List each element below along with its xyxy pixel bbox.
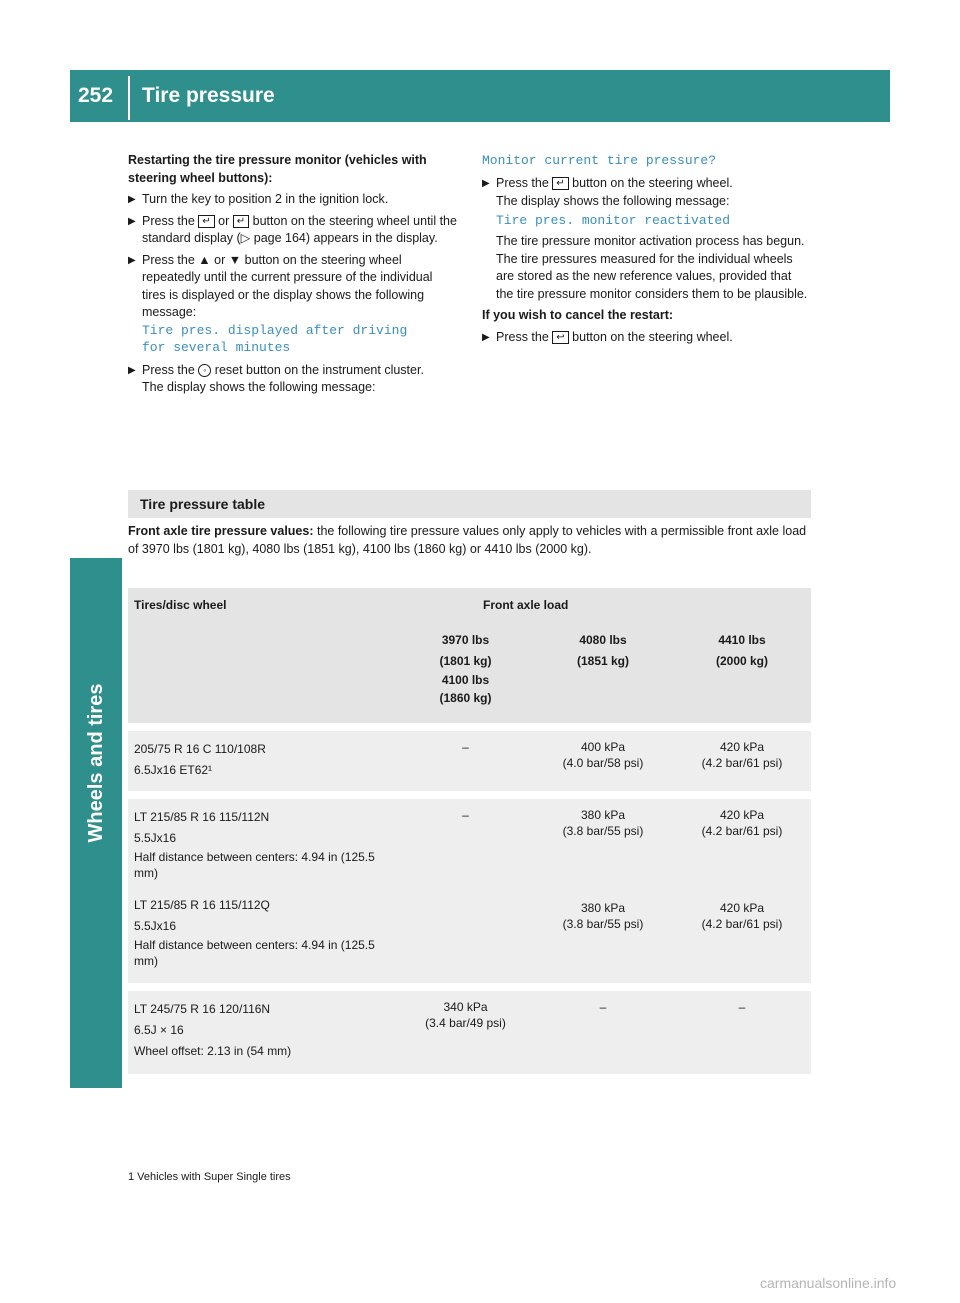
side-tab-label: Wheels and tires	[85, 683, 107, 843]
arrow-icon: ▶	[482, 331, 490, 343]
table-header-loads-row	[128, 618, 811, 723]
up-arrow-key-icon: ▲	[198, 252, 211, 267]
page-number: 252	[78, 84, 114, 107]
section-title: Tire pressure table	[140, 496, 266, 512]
load-4410-header: 4410 lbs (2000 kg)	[673, 618, 811, 723]
table-row: LT 215/85 R 16 115/112N 5.5Jx16 Half distance between centers: 4.94 in (125.5 mm) LT 215/85 R 16 115/112Q 5.5Jx16 Half distance between centers: 4.94 in (125.5 mm) – 380 kPa (3.8 bar/55 psi) 380 kPa (3.8 bar/55 psi) 420 kPa (4.2 bar/61 psi) 420 kPa (4.2 bar/61 psi)	[128, 799, 811, 983]
arrow-icon: ▶	[482, 178, 490, 189]
phone-back-key-icon: ↵	[198, 215, 214, 228]
watermark: carmanualsonline.info	[760, 1275, 897, 1291]
table-row: LT 245/75 R 16 120/116N 6.5J × 16 Wheel offset: 2.13 in (54 mm) 340 kPa (3.4 bar/49 psi) – –	[128, 991, 811, 1074]
display-message: for several minutes	[142, 339, 291, 355]
display-message: Tire pres. monitor reactivated	[496, 213, 731, 228]
arrow-icon: ▶	[128, 254, 136, 266]
step-1: ▶ Turn the key to position 2 in the ignition lock.	[128, 191, 458, 209]
display-message: Monitor current tire pressure?	[482, 153, 717, 168]
right-column	[482, 152, 812, 350]
table-header-row	[128, 588, 811, 618]
step-4: ▶ Press the ◦ reset button on the instrument cluster. The display shows the following message:	[128, 362, 424, 394]
restart-heading: Restarting the tire pressure monitor (vehicles with steering wheel buttons):	[128, 153, 427, 185]
arrow-icon: ▶	[128, 364, 136, 376]
ok-key-icon: ↵	[552, 177, 568, 190]
col-header-load: Front axle load	[398, 588, 811, 618]
intro-paragraph: Front axle tire pressure values: the following tire pressure values only apply to vehicles with a permissible front axle load of 3970 lbs (1801 kg), 4080 lbs (1851 kg), 4100 lbs (1860 kg) or 4410 lbs (2000 kg).	[128, 524, 807, 556]
step-5: ▶ Press the ↵ button on the steering wheel. The display shows the following message: Tire pres. monitor reactivated The tire pressure monitor activation process has begun. The tire pressures measured for the individual wheels are stored as the new reference values, provided that the tire pressure monitor considers them to be plausible.	[482, 175, 812, 303]
load-3970-header: 3970 lbs (1801 kg) 4100 lbs (1860 kg)	[398, 618, 533, 723]
activation-paragraph: The tire pressure monitor activation process has begun. The tire pressures measured for the individual wheels are stored as the new reference values, provided that the tire pressure monitor considers them to be plausible.	[496, 234, 808, 301]
back-key-icon: ↩	[552, 331, 568, 344]
display-message: Tire pres. displayed after driving	[142, 322, 408, 338]
step-3: ▶ Press the ▲ or ▼ button on the steering wheel repeatedly until the current pressure of the individual tires is displayed or the display shows the following message: Tire pres. displayed after driving for several minutes	[128, 252, 458, 356]
step-2: ▶ Press the ↵ or ↵ button on the steering wheel until the standard display (▷ page 164) appears in the display.	[128, 213, 457, 245]
header-divider	[128, 76, 130, 120]
step-6: ▶ Press the ↩ button on the steering wheel.	[482, 329, 812, 347]
page-title: Tire pressure	[142, 84, 275, 107]
tire-pressure-table	[128, 588, 811, 1074]
table-row: 205/75 R 16 C 110/108R 6.5Jx16 ET62¹ – 400 kPa (4.0 bar/58 psi) 420 kPa (4.2 bar/61 psi)	[128, 731, 811, 791]
arrow-icon: ▶	[128, 215, 136, 227]
load-4080-header: 4080 lbs (1851 kg)	[533, 618, 673, 723]
reset-button-icon: ◦	[198, 364, 211, 377]
phone-forward-key-icon: ↵	[233, 215, 249, 228]
arrow-icon: ▶	[128, 194, 136, 205]
footnote: 1 Vehicles with Super Single tires	[128, 1171, 291, 1183]
cancel-heading: If you wish to cancel the restart:	[482, 308, 674, 322]
left-column	[128, 152, 458, 401]
down-arrow-key-icon: ▼	[228, 252, 242, 267]
col-header-tires: Tires/disc wheel	[128, 588, 398, 618]
